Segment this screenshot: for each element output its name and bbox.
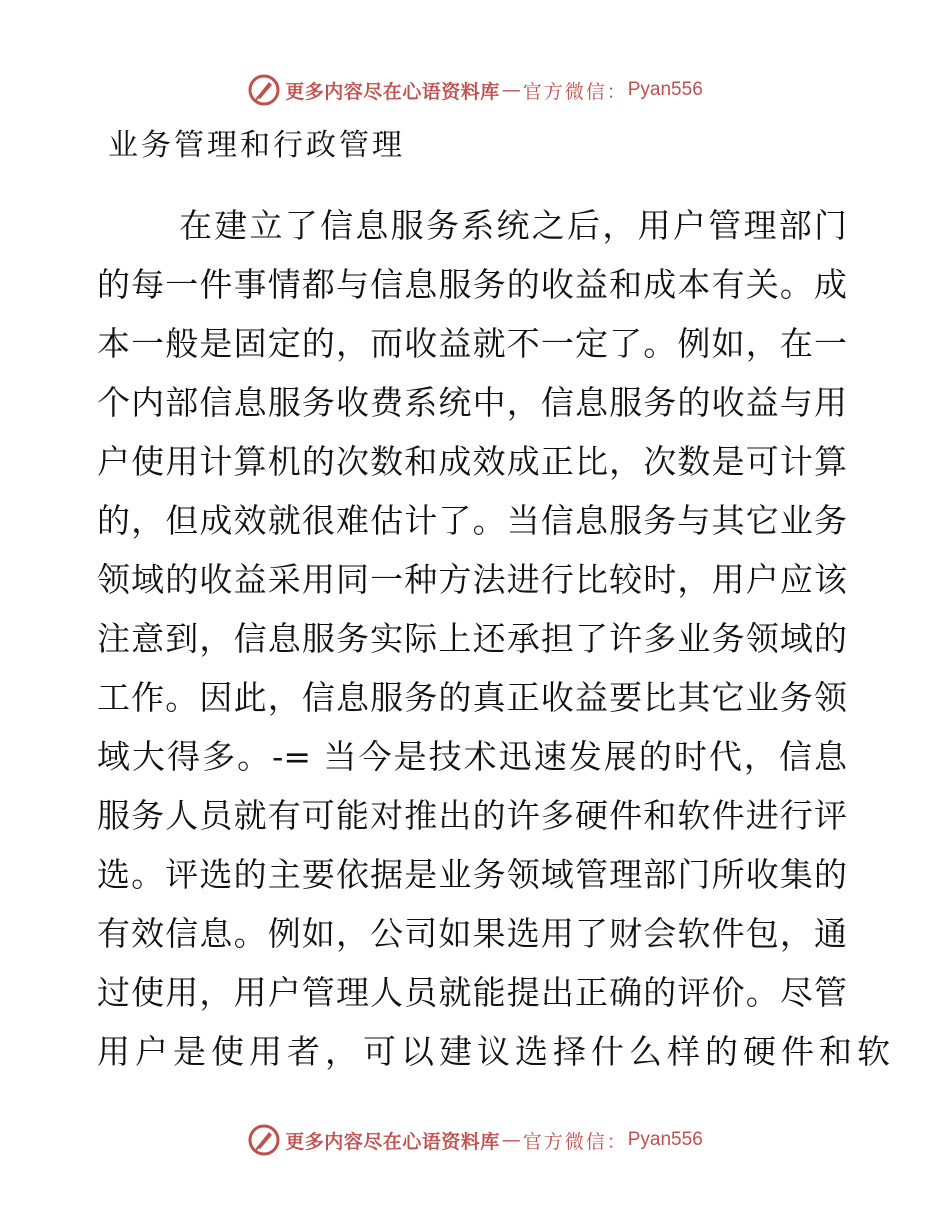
text-line: 选。评选的主要依据是业务领域管理部门所收集的 [97, 855, 847, 894]
text-line: 过使用，用户管理人员就能提出正确的评价。尽管 [97, 973, 847, 1012]
text-line: 个内部信息服务收费系统中，信息服务的收益与用 [97, 383, 847, 422]
watermark-separator: — [501, 79, 521, 101]
header-watermark [0, 70, 950, 110]
document-body [97, 196, 895, 1081]
text-line: 在建立了信息服务系统之后，用户管理部门 [179, 206, 847, 245]
quill-pen-logo-icon [247, 73, 281, 107]
text-line: 的，但成效就很难估计了。当信息服务与其它业务 [97, 501, 847, 540]
text-line: 的每一件事情都与信息服务的收益和成本有关。成 [97, 265, 847, 304]
text-line: 领域的收益采用同一种方法进行比较时，用户应该 [97, 560, 847, 599]
watermark-text: 更多内容尽在心语资料库 [285, 80, 500, 103]
watermark-id: Pyan556 [627, 1129, 703, 1150]
text-line: 用户是使用者，可以建议选择什么样的硬件和软 [97, 1032, 895, 1071]
watermark-text: 更多内容尽在心语资料库 [285, 1130, 500, 1153]
watermark-separator: — [501, 1129, 521, 1151]
text-line: 域大得多。-= 当今是技术迅速发展的时代，信息 [97, 737, 847, 776]
text-line: 注意到，信息服务实际上还承担了许多业务领域的 [97, 619, 847, 658]
footer-watermark [0, 1120, 950, 1160]
text-line: 工作。因此，信息服务的真正收益要比其它业务领 [97, 678, 847, 717]
text-line: 有效信息。例如，公司如果选用了财会软件包，通 [97, 914, 847, 953]
text-line: 本一般是固定的，而收益就不一定了。例如，在一 [97, 324, 847, 363]
text-line: 户使用计算机的次数和成效成正比，次数是可计算 [97, 442, 847, 481]
text-line: 服务人员就有可能对推出的许多硬件和软件进行评 [97, 796, 847, 835]
watermark-label: 官方微信： [522, 1130, 628, 1153]
quill-pen-logo-icon [247, 1123, 281, 1157]
watermark-id: Pyan556 [627, 79, 703, 100]
watermark-label: 官方微信： [522, 80, 628, 103]
page-title: 业务管理和行政管理 [108, 128, 405, 163]
